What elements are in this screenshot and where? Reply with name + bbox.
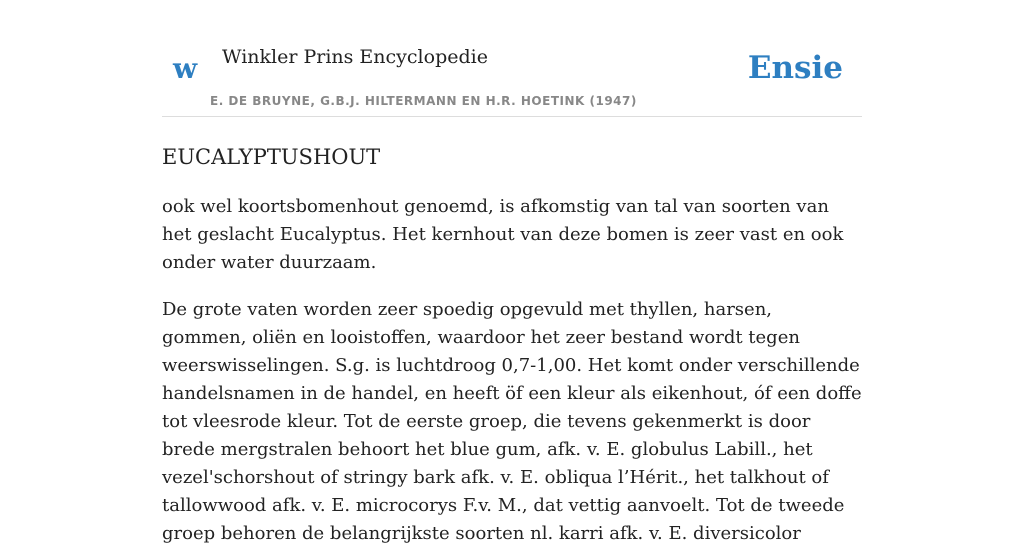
authors-line: E. DE BRUYNE, G.B.J. HILTERMANN EN H.R. HOETINK (1947) — [210, 94, 637, 108]
site-title[interactable]: Winkler Prins Encyclopedie — [222, 46, 488, 68]
wp-logo-icon[interactable]: w — [173, 52, 198, 85]
article-paragraph: De grote vaten worden zeer spoedig opgevuld met thyllen, harsen, gommen, oliën en looistoffen, waardoor het zeer bestand wordt tegen weerswisselingen. S.g. is luchtdroog 0,7-1,00. Het komt onder verschillende handelsnamen in de handel, en heeft öf een kleur als eikenhout, óf een doffe tot vleesrode kleur. Tot de eerste groep, die tevens gekenmerkt is door brede mergstralen behoort het blue gum, afk. v. E. globulus Labill., het vezel'schorshout of stringy bark afk. v. E. obliqua l’Hérit., het talkhout of tallowwood afk. v. E. microcorys F.v. M., dat vettig aanvoelt. Tot de tweede groep behoren de belangrijkste soorten nl. karri afk. v. E. diversicolor — [162, 299, 862, 544]
page — [162, 0, 862, 544]
site-header — [162, 0, 862, 117]
ensie-logo-link[interactable]: Ensie — [747, 50, 843, 86]
article-title: EUCALYPTUSHOUT — [162, 145, 381, 169]
article-paragraph: ook wel koortsbomenhout genoemd, is afkomstig van tal van soorten van het geslacht Eucalyptus. Het kernhout van deze bomen is zeer vast en ook onder water duurzaam. — [162, 196, 844, 273]
